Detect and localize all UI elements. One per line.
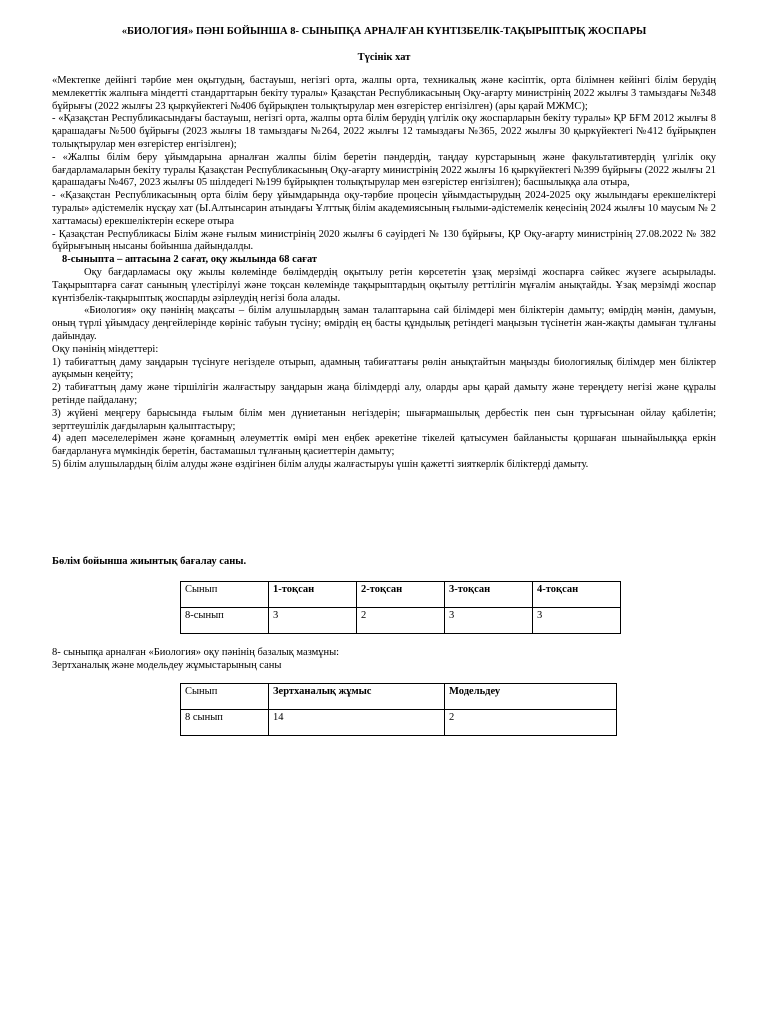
task-item: 2) табиғаттың даму және тіршілігін жалғастыру заңдарын жаңа білімдерді алу, оларды ары қарай дамыту және тереңдету негізі және құралы ретінде пайдалану;	[52, 382, 716, 406]
table-row	[181, 608, 621, 634]
goal-paragraph: «Биология» оқу пәнінің мақсаты – білім алушылардың заман талаптарына сай білімдері мен біліктерін дамыту; өмірдің мәнін, дамуын, оның түрлі ұйымдасу деңгейлерінде көрініс табуын түсіну; өмірдің ең басты құндылық ретіндегі маңызын түсінетін жан-жақты дамыған тұлғаны дайындау.	[52, 305, 716, 342]
summative-heading: Бөлім бойынша жиынтық бағалау саны.	[52, 556, 247, 567]
table-cell: 2	[445, 710, 617, 736]
paragraph: - «Жалпы білім беру ұйымдарына арналған жалпы білім беретін пәндердің, таңдау курстарының және факультативтердің үлгілік оқу бағдарламаларын бекіту туралы Қазақстан Республикасының Оқу-ағарту министрінің 2022 жылғы 16 қыркүйектегі №399 бұйрығы (2022 жылғы 21 қарашадағы №467, 2023 жылғы 05 шілдедегі №199 бұйрықпен толықтырулар мен өзгерістер енгізілген); басшылыққа ала отыра,	[52, 151, 716, 189]
table-cell: Сынып	[181, 684, 269, 710]
task-item: 4) әдеп мәселелерімен және қоғамның әлеуметтік өмірі мен еңбек әрекетіне тікелей қатысумен байланысты қоршаған шынайылыққа еркін бағдарлануға мүмкіндік беретін, бастамашыл тұлғаның қасиеттерін дамыту;	[52, 433, 716, 458]
paragraph: - «Қазақстан Республикасының орта білім беру ұйымдарында оқу-тәрбие процесін ұйымдастырудың 2024-2025 оқу жылындағы ерекшеліктері туралы» әдістемелік нұсқау хат (Ы.Алтынсарин атындағы Ұлттық білім академиясының ғылыми-әдістемелік кеңесінің 2024 жылғы 10 маусым № 2 хаттамасы) ерекшеліктерін ескере отыра	[52, 190, 716, 227]
paragraph: - Қазақстан Республикасы Білім және ғылым министрінің 2020 жылғы 6 сәуірдегі № 130 бұйрығы, ҚР Оқу-ағарту министрінің 27.08.2022 № 382 бұйрығының нысаны бойынша дайындалды.	[52, 228, 716, 253]
tasks-heading: Оқу пәнінің міндеттері:	[52, 343, 159, 355]
table-cell: 14	[269, 710, 445, 736]
table-cell: Зертханалық жұмыс	[269, 684, 445, 710]
document-title: «БИОЛОГИЯ» ПӘНІ БОЙЫНША 8- СЫНЫПҚА АРНАЛҒАН КҮНТІЗБЕЛІК-ТАҚЫРЫПТЫҚ ЖОСПАРЫ	[121, 26, 647, 37]
table-cell: 2-тоқсан	[357, 582, 445, 608]
content-line: Зертханалық және модельдеу жұмыстарының саны	[52, 660, 282, 671]
table-cell: 3	[269, 608, 357, 634]
explanatory-note-heading: Түсінік хат	[357, 52, 411, 63]
table-header-row	[181, 582, 621, 608]
content-description	[52, 646, 339, 672]
table-cell: 8-сынып	[181, 608, 269, 634]
task-item: 5) білім алушылардың білім алуды және өздігінен білім алуды жалғастыруы үшін қажетті зияткерлік біліктерді дамыту.	[52, 458, 589, 470]
table-cell: 8 сынып	[181, 710, 269, 736]
table-cell: 3-тоқсан	[445, 582, 533, 608]
table-cell: 2	[357, 608, 445, 634]
table-cell: 3	[533, 608, 621, 634]
table-row	[181, 710, 617, 736]
table-header-row	[181, 684, 617, 710]
task-item: 1) табиғаттың даму заңдарын түсінуге негізделе отырып, адамның табиғаттағы рөлін анықтайтын маңызды биологиялық білімдер мен біліктер ауқымын кеңейту;	[52, 356, 716, 381]
content-line: 8- сыныпқа арналған «Биология» оқу пәнінің базалық мазмұны:	[52, 647, 340, 658]
hours-line: 8-сыныпта – аптасына 2 сағат, оқу жылында 68 сағат	[62, 254, 318, 266]
document-body	[52, 75, 716, 472]
table-cell: Модельдеу	[445, 684, 617, 710]
task-item: 3) жүйені меңгеру барысында ғылым білім мен дүниетанын негіздерін; шығармашылық дербестік пен сын тұрғысынан ойлау қабілетін; зерттеушілік дағдыларын қалыптастыру;	[52, 407, 716, 432]
table-cell: 4-тоқсан	[533, 582, 621, 608]
table-cell: Сынып	[181, 582, 269, 608]
table-cell: 3	[445, 608, 533, 634]
summative-table	[180, 581, 621, 634]
paragraph: «Мектепке дейінгі тәрбие мен оқытудың, бастауыш, негізгі орта, жалпы орта, техникалық және кәсіптік, орта білімнен кейінгі білім берудің мемлекеттік жалпыға міндетті стандарттарын бекіту туралы» Қазақстан Республикасының Оқу-ағарту министрінің 2022 жылғы 3 тамыздағы №348 бұйрығы (2022 жылғы 23 қыркүйектегі №406 бұйрықпен толықтырулар мен өзгерістер енгізілген) (ары қарай МЖМС);	[52, 75, 716, 112]
lab-work-table	[180, 683, 617, 736]
table-cell: 1-тоқсан	[269, 582, 357, 608]
program-paragraph: Оқу бағдарламасы оқу жылы көлемінде бөлімдердің оқытылу ретін көрсететін ұзақ мерзімді жоспарға сәйкес жүзеге асырылады. Тақырыптарға сағат санының үлестірілуі және тоқсан көлемінде тақырыптардың оқытылу реттілігін мұғалім анықтайды. Ұзақ мерзімді жоспар күнтізбелік-тақырыптық жоспарды әзірлеудің негізі бола алады.	[52, 266, 716, 304]
paragraph: - «Қазақстан Республикасындағы бастауыш, негізгі орта, жалпы орта білім берудің үлгілік оқу жоспарларын бекіту туралы» ҚР БҒМ 2012 жылғы 8 қарашадағы №500 бұйрығы (2023 жылғы 18 тамыздағы №264, 2022 жылғы 12 тамыздағы №365, 2022 жылғы 30 қыркүйектегі №412 бұйрықпен толықтырулар мен өзгерістер енгізілген);	[52, 113, 716, 150]
